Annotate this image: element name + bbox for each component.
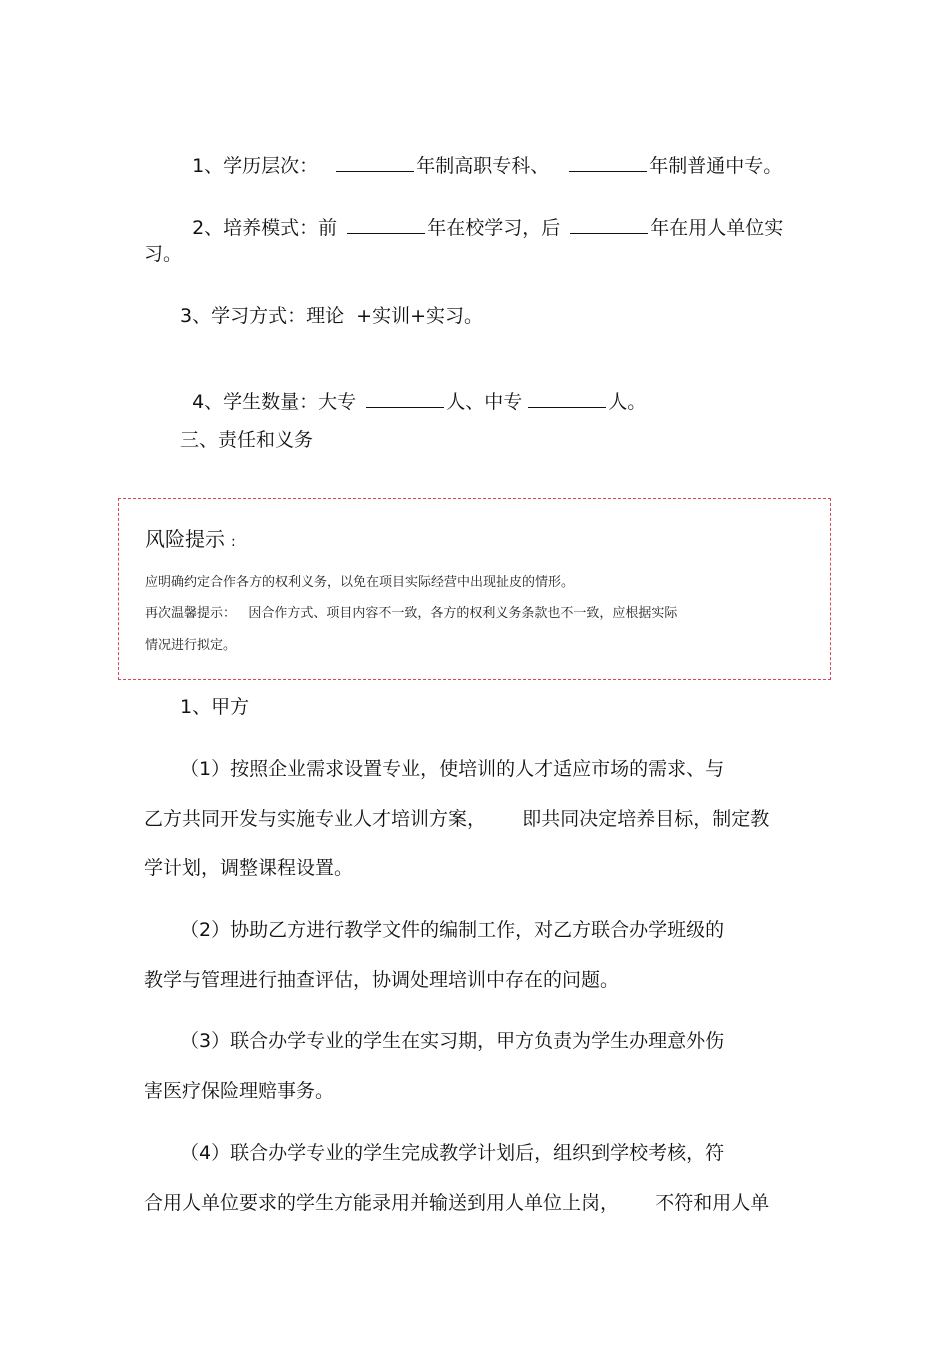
education-level-mid: 年制高职专科、 [416,155,550,177]
risk-notice-colon: : [231,534,236,550]
blank-field [347,216,425,234]
education-level-suffix: 年制普通中专。 [649,155,783,177]
risk-notice-title [145,526,236,555]
item-1-line-1: （1）按照企业需求设置专业，使培训的人才适应市场的需求、与 [180,758,725,780]
party-a-heading: 1、甲方 [180,696,250,718]
training-mode-mid: 年在校学习，后 [427,217,561,239]
student-count-line [180,366,646,414]
blank-field [366,390,444,408]
risk-notice-line-2: 再次温馨提示： 因合作方式、项目内容不一致，各方的权利义务条款也不一致，应根据实际 [145,606,678,621]
item-4-line-1: （4）联合办学专业的学生完成教学计划后，组织到学校考核，符 [180,1142,725,1164]
risk-notice-line-3: 情况进行拟定。 [145,638,237,653]
student-count-mid: 人、中专 [446,391,523,413]
training-mode-prefix: 2、培养模式：前 [192,217,338,239]
item-2-line-2: 教学与管理进行抽查评估，协调处理培训中存在的问题。 [144,969,620,991]
blank-field [570,216,648,234]
item-4-line-2: 合用人单位要求的学生方能录用并输送到用人单位上岗， 不符和用人单 [144,1192,770,1214]
item-3-line-2: 害医疗保险理赔事务。 [144,1080,335,1102]
blank-field [336,154,414,172]
training-mode-line [180,192,783,240]
item-1-line-3: 学计划，调整课程设置。 [144,857,354,879]
blank-field [569,154,647,172]
learning-method-line: 3、学习方式：理论 +实训+实习。 [180,305,484,327]
risk-notice-box [118,498,831,680]
education-level-line [180,130,782,178]
training-mode-continuation: 习。 [144,243,183,265]
section-title: 三、责任和义务 [180,429,314,451]
risk-notice-line-1: 应明确约定合作各方的权利义务，以免在项目实际经营中出现扯皮的情形。 [145,575,575,590]
item-2-line-1: （2）协助乙方进行教学文件的编制工作，对乙方联合办学班级的 [180,919,725,941]
blank-field [528,390,606,408]
education-level-prefix: 1、学历层次： [192,155,319,177]
item-3-line-1: （3）联合办学专业的学生在实习期，甲方负责为学生办理意外伤 [180,1030,725,1052]
student-count-prefix: 4、学生数量：大专 [192,391,357,413]
training-mode-suffix: 年在用人单位实 [650,217,784,239]
student-count-suffix: 人。 [608,391,647,413]
risk-notice-title-text: 风险提示 [145,527,225,551]
item-1-line-2: 乙方共同开发与实施专业人才培训方案， 即共同决定培养目标，制定教 [144,808,770,830]
